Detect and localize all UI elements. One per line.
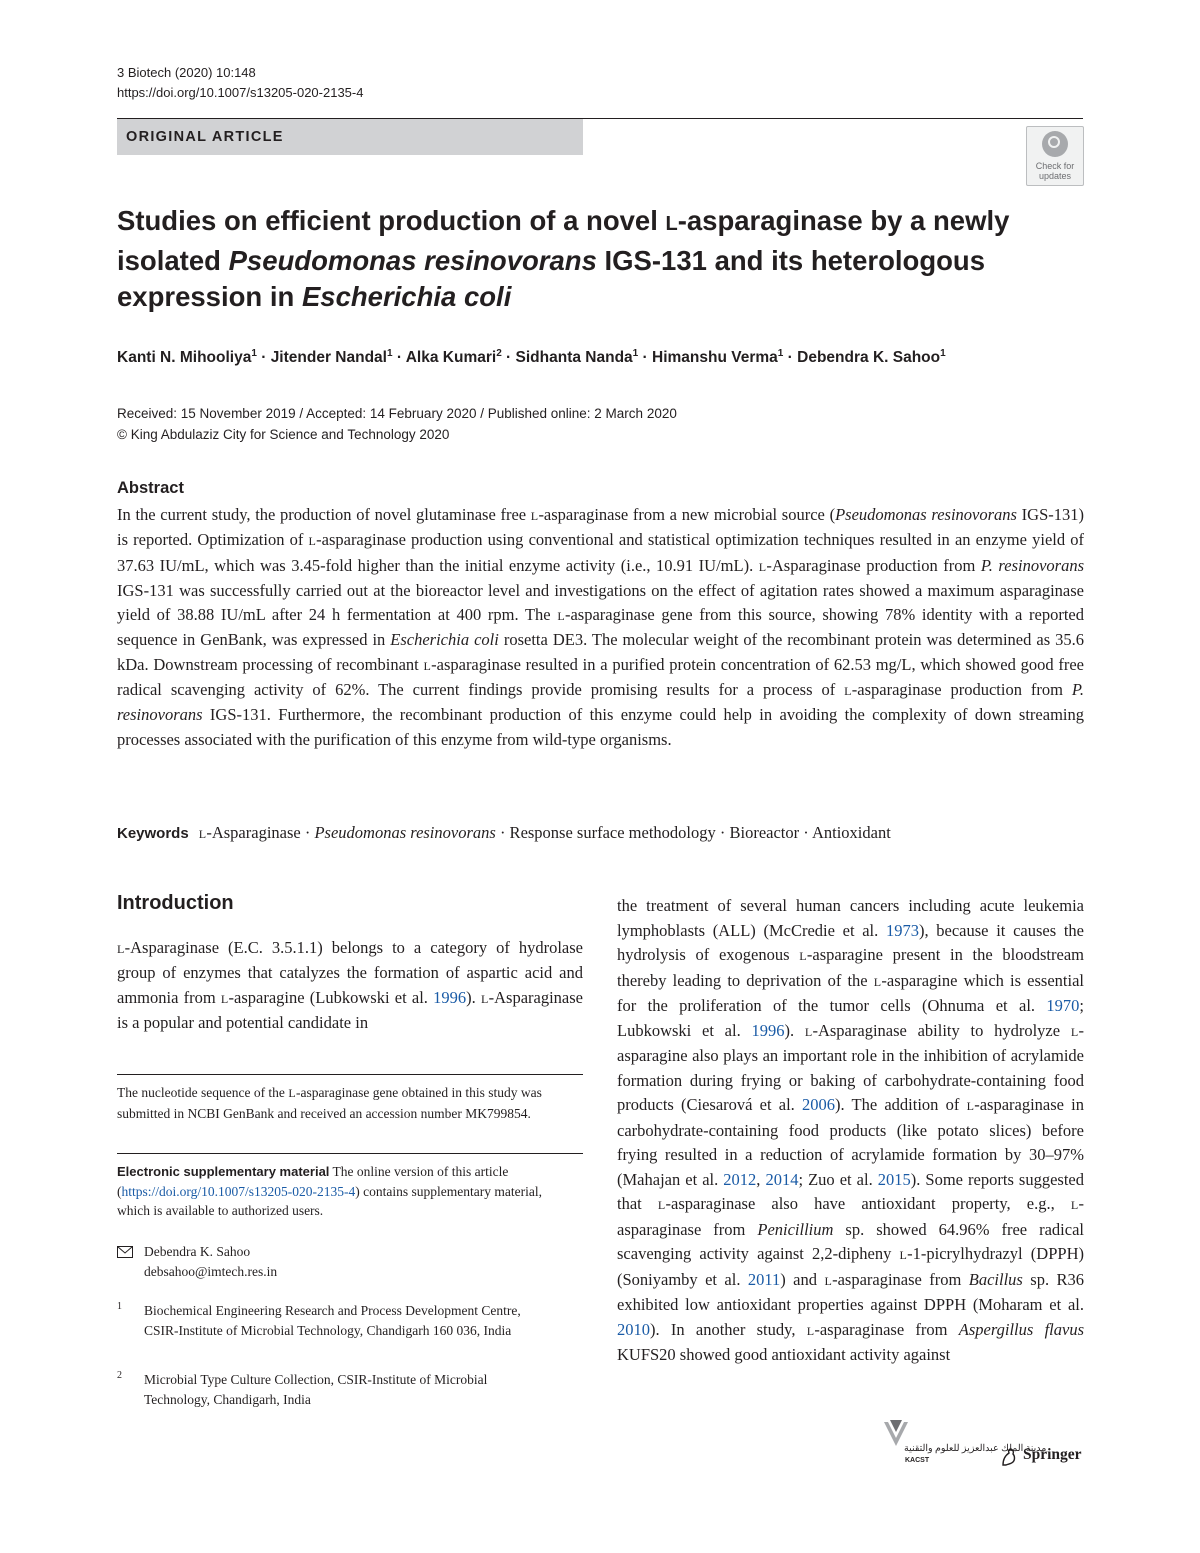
- affiliation-1: Biochemical Engineering Research and Process Development Centre, CSIR-Institute of Microbial Technology, Chandigarh 160 036, India: [144, 1303, 521, 1338]
- small-caps-prefix: L: [117, 942, 125, 956]
- author-affiliation-mark: 1: [777, 348, 784, 359]
- affiliation-number: 2: [117, 1370, 122, 1381]
- small-caps-prefix: L: [873, 974, 882, 989]
- italic-term: P. resinovorans: [980, 555, 1084, 575]
- citation-link[interactable]: 1996: [751, 1020, 785, 1040]
- text-run: · Response surface methodology · Bioreactor · Antioxidant: [495, 823, 891, 842]
- citation-link[interactable]: 2006: [802, 1095, 835, 1114]
- nucleotide-footnote: [117, 1083, 557, 1123]
- introduction-left-column: [117, 936, 583, 1035]
- text-run: -Asparaginase is a popular and potential candidate in: [117, 987, 583, 1032]
- text-run: ). In another study,: [650, 1319, 807, 1339]
- affiliation-number: 1: [117, 1301, 122, 1312]
- small-caps-prefix: L: [657, 1198, 666, 1212]
- text-run: sp. showed 64.96% free radical scavenging activity against 2,2-dipheny: [617, 1219, 1084, 1263]
- author-affiliation-mark: 1: [632, 348, 639, 359]
- doi-link[interactable]: https://doi.org/10.1007/s13205-020-2135-4: [117, 85, 364, 100]
- text-run: -asparagine present in the bloodstream thereby leading to deprivation of the: [617, 945, 1084, 990]
- keywords-list: [199, 823, 891, 842]
- citation-link[interactable]: 1996: [433, 987, 467, 1007]
- corresponding-author: [144, 1242, 544, 1281]
- small-caps-prefix: L: [198, 827, 207, 841]
- keywords: [117, 821, 1107, 846]
- text-run: sp. R36 exhibited low antioxidant properties against DPPH (Moharam et al.: [617, 1269, 1085, 1314]
- text-run: ; Zuo et al.: [798, 1169, 878, 1189]
- text-run: The online version of this article (: [117, 1164, 509, 1199]
- author-name[interactable]: Alka Kumari: [405, 349, 497, 367]
- citation-link[interactable]: https://doi.org/10.1007/s13205-020-2135-4: [121, 1183, 356, 1199]
- small-caps-prefix: L: [557, 609, 565, 624]
- text-run: -asparaginase from: [617, 1194, 1084, 1239]
- italic-term: Bacillus: [968, 1269, 1023, 1289]
- citation-link[interactable]: 1970: [1046, 996, 1080, 1015]
- italic-term: Pseudomonas resinovorans: [314, 823, 496, 842]
- esm-footnote: [117, 1162, 557, 1221]
- check-for-updates-badge[interactable]: [1026, 126, 1084, 186]
- copyright: © King Abdulaziz City for Science and Technology 2020: [117, 427, 450, 442]
- envelope-icon: [117, 1246, 133, 1258]
- springer-horse-icon: [1000, 1447, 1018, 1467]
- italic-term: Pseudomonas resinovorans: [835, 505, 1017, 524]
- text-run: IGS-131) is reported. Optimization of: [117, 505, 1085, 550]
- citation-link[interactable]: 2014: [765, 1169, 799, 1189]
- text-run: IGS-131. Furthermore, the recombinant production of this enzyme could help in avoiding the complexity of down streaming processes associated with the purification of this enzyme from wild-type organisms.: [117, 705, 1084, 749]
- introduction-right-column: [617, 894, 1084, 1368]
- abstract-heading: Abstract: [117, 479, 184, 497]
- text-run: -Asparaginase production from: [766, 555, 981, 575]
- author-separator: ·: [783, 349, 798, 367]
- text-run: -asparaginase gene from this source, showing 78% identity with a reported sequence in GenBank, was expressed in: [117, 605, 1084, 650]
- esm-label: Electronic supplementary material: [117, 1164, 330, 1179]
- author-list: [117, 343, 1117, 369]
- text-run: ; Lubkowski et al.: [617, 996, 1084, 1040]
- kacst-arabic-name: مدينة الملك عبدالعزيز للعلوم والتقنية: [904, 1444, 1047, 1454]
- text-run: -asparaginase production from: [851, 680, 1072, 700]
- text-run: -asparaginase gene obtained in this study was submitted in NCBI GenBank and received an accession number MK799854.: [117, 1085, 542, 1121]
- author-affiliation-mark: 1: [251, 348, 257, 359]
- text-run: -Asparaginase ·: [206, 823, 315, 842]
- small-caps-prefix: L: [758, 559, 767, 574]
- kacst-latin-name: KACST: [905, 1457, 930, 1464]
- author-affiliation-mark: 2: [496, 348, 502, 359]
- author-name[interactable]: Kanti N. Mihooliya: [117, 349, 252, 367]
- text-run: -Asparaginase (E.C. 3.5.1.1) belongs to a category of hydrolase group of enzymes that catalyzes the formation of aspartic acid and ammonia from: [117, 938, 583, 1007]
- text-run: ,: [756, 1169, 766, 1189]
- text-run: -asparaginase also have antioxidant property, e.g.,: [665, 1194, 1071, 1213]
- small-caps-prefix: L: [966, 1099, 975, 1113]
- author-name[interactable]: Debendra K. Sahoo: [797, 349, 941, 367]
- article-type: ORIGINAL ARTICLE: [126, 129, 284, 145]
- italic-term: Escherichia coli: [390, 630, 499, 650]
- author-name[interactable]: Sidhanta Nanda: [515, 349, 633, 367]
- text-run: The nucleotide sequence of the: [117, 1085, 289, 1100]
- small-caps-prefix: L: [1070, 1198, 1079, 1212]
- text-run: -asparaginase in carbohydrate-containing food products (like potato slices) before frying resulted in a reduction of acrylamide formation by 30–97% (Mahajan et al.: [617, 1095, 1085, 1189]
- author-separator: ·: [392, 349, 406, 367]
- author-name[interactable]: Jitender Nandal: [270, 349, 387, 367]
- update-icon: [1042, 131, 1068, 157]
- check-for-updates-label: Check for updates: [1035, 161, 1075, 181]
- corresponding-name: Debendra K. Sahoo: [144, 1244, 251, 1259]
- text-run: -asparaginase from a new microbial source (: [538, 505, 836, 524]
- small-caps-prefix: L: [480, 991, 489, 1006]
- author-separator: ·: [256, 349, 271, 367]
- small-caps-prefix: L: [799, 949, 807, 963]
- citation-link[interactable]: 2011: [747, 1269, 781, 1289]
- italic-term: Aspergillus flavus: [958, 1319, 1084, 1339]
- small-caps-prefix: L: [844, 684, 852, 699]
- text-run: ) and: [780, 1269, 825, 1289]
- introduction-heading: Introduction: [117, 892, 234, 914]
- publication-dates: [117, 403, 677, 445]
- affiliation-2: Microbial Type Culture Collection, CSIR-Institute of Microbial Technology, Chandigarh, India: [144, 1372, 488, 1407]
- small-caps-prefix: L: [423, 658, 432, 673]
- history-dates: Received: 15 November 2019 / Accepted: 14 February 2020 / Published online: 2 March 2020: [117, 406, 677, 421]
- text-run: -asparaginase production using conventional and statistical optimization techniques resulted in an enzyme yield of 37.63 IU/mL, which was 3.45-fold higher than the initial enzyme activity (i.e., 10.91 IU/mL).: [117, 530, 1084, 575]
- small-caps-prefix: L: [530, 509, 539, 523]
- author-affiliation-mark: 1: [940, 348, 946, 359]
- text-run: In the current study, the production of novel glutaminase free: [117, 505, 531, 524]
- text-run: ). Some reports suggested that: [617, 1169, 1084, 1213]
- text-run: ).: [466, 987, 481, 1007]
- journal-citation: 3 Biotech (2020) 10:148: [117, 65, 256, 80]
- text-run: the treatment of several human cancers including acute leukemia lymphoblasts (ALL) (McCredie et al.: [617, 896, 1084, 940]
- author-affiliation-mark: 1: [386, 348, 393, 359]
- text-run: -asparagine which is essential for the proliferation of the tumor cells (Ohnuma et al.: [617, 970, 1084, 1015]
- text-run: -1-picrylhydrazyl (DPPH) (Soniyamby et al.: [617, 1244, 1084, 1289]
- citation-link[interactable]: 1973: [885, 920, 919, 940]
- text-run: -asparaginase resulted in a purified protein concentration of 62.53 mg/L, which showed good free radical scavenging activity of 62%. The current findings provide promising results for a process of: [117, 654, 1084, 700]
- small-caps-prefix: L: [220, 991, 229, 1006]
- text-run: -asparagine also plays an important role in the inhibition of acrylamide formation during frying or baking of carbohydrate-containing food products (Ciesarová et al.: [617, 1020, 1084, 1114]
- small-caps-prefix: L: [899, 1248, 908, 1262]
- small-caps-prefix: L: [804, 1024, 813, 1039]
- text-run: KUFS20 showed good antioxidant activity against: [617, 1345, 951, 1364]
- text-run: rosetta DE3. The molecular weight of the recombinant protein was determined as 35.6 kDa. Downstream processing of recombinant: [117, 630, 1084, 674]
- footnote-rule: [117, 1074, 583, 1075]
- text-run: ), because it causes the hydrolysis of exogenous: [617, 920, 1084, 964]
- small-caps-prefix: L: [308, 534, 317, 549]
- text-run: -asparaginase from: [814, 1319, 959, 1339]
- text-run: ). The addition of: [835, 1095, 967, 1114]
- corresponding-email[interactable]: debsahoo@imtech.res.in: [144, 1263, 278, 1279]
- author-separator: ·: [501, 349, 516, 367]
- citation-link[interactable]: 2010: [617, 1319, 650, 1339]
- small-caps-prefix: L: [1070, 1024, 1079, 1039]
- small-caps-prefix: L: [806, 1323, 815, 1338]
- text-run: ).: [784, 1020, 805, 1040]
- text-run: ) contains supplementary material, which is available to authorized users.: [117, 1183, 542, 1219]
- author-separator: ·: [638, 349, 653, 367]
- keywords-label: Keywords: [117, 825, 189, 842]
- text-run: -asparaginase from: [832, 1269, 969, 1289]
- springer-logo-text: Springer: [1023, 1446, 1082, 1463]
- author-name[interactable]: Himanshu Verma: [652, 349, 778, 367]
- italic-term: P. resinovorans: [117, 680, 1084, 725]
- citation-link[interactable]: 2012: [723, 1169, 757, 1189]
- text-run: -asparagine (Lubkowski et al.: [228, 987, 434, 1007]
- text-run: -Asparaginase ability to hydrolyze: [812, 1020, 1071, 1040]
- abstract-body: [117, 503, 1084, 752]
- citation-link[interactable]: 2015: [877, 1169, 911, 1189]
- italic-term: Penicillium: [757, 1219, 834, 1239]
- text-run: IGS-131 was successfully carried out at the bioreactor level and investigations on the effect of agitation rates showed a maximum asparaginase yield of 38.88 IU/mL after 24 h fermentation at 400 rpm. The: [117, 580, 1084, 625]
- article-title: Studies on efficient production of a novel L-asparaginase by a newly isolated Pseudomonas resinovorans IGS-131 and its heterologous expression in Escherichia coli: [117, 205, 1010, 312]
- footnote-rule: [117, 1153, 583, 1154]
- small-caps-prefix: L: [288, 1086, 296, 1100]
- small-caps-prefix: L: [824, 1273, 833, 1288]
